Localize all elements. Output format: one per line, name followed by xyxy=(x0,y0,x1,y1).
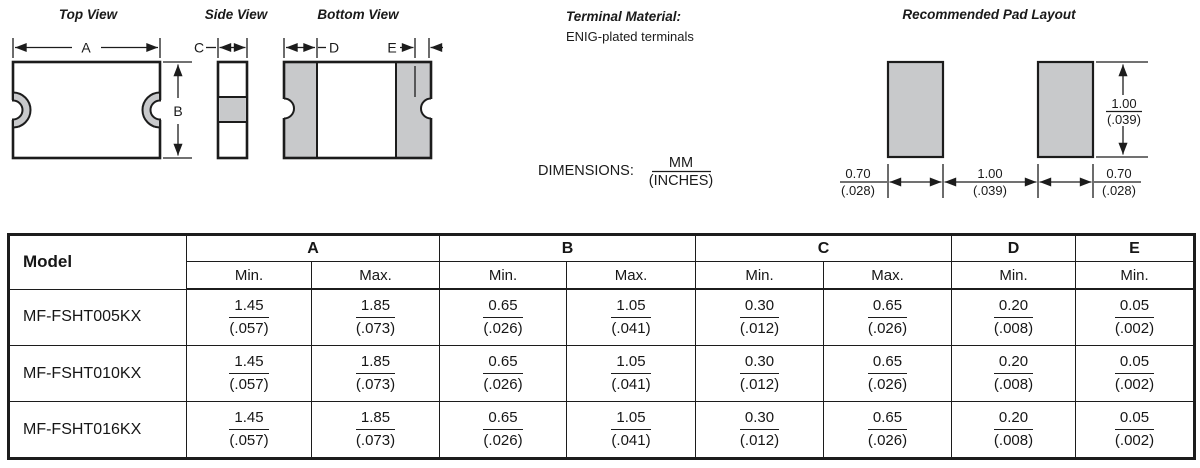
value-inches: (.012) xyxy=(739,319,780,337)
dim-cell xyxy=(567,289,696,346)
value-mm: 1.05 xyxy=(611,353,650,373)
right-pad xyxy=(1038,62,1093,157)
table-header-subrow xyxy=(9,262,1195,290)
value-inches: (.002) xyxy=(1114,375,1155,393)
dim-cell xyxy=(187,346,312,402)
dim-cell xyxy=(312,346,440,402)
dim-cell xyxy=(312,289,440,346)
value-inches: (.026) xyxy=(483,431,523,449)
dim-c-label: C xyxy=(193,39,205,56)
pad-gap-dimension xyxy=(945,166,1037,198)
side-view-drawing xyxy=(194,7,269,158)
dim-cell xyxy=(824,402,952,459)
value-mm: 0.65 xyxy=(868,297,907,317)
value-inches: (.012) xyxy=(739,375,780,393)
value-mm: 0.65 xyxy=(483,353,522,373)
value-inches: (.041) xyxy=(611,375,651,393)
right-notch-gap xyxy=(158,100,163,120)
bottom-view-title: Bottom View xyxy=(317,7,399,22)
side-view-middle-layer xyxy=(218,97,247,122)
dimensions-units-mm: MM xyxy=(668,155,694,171)
pad-gap-inches: (.039) xyxy=(973,183,1007,198)
column-group-c: C xyxy=(696,235,952,262)
dim-a-label: A xyxy=(81,39,91,56)
terminal-material-value: ENIG-plated terminals xyxy=(566,29,694,44)
dimensions-label: DIMENSIONS: xyxy=(538,163,634,179)
dim-cell xyxy=(824,346,952,402)
value-mm: 1.45 xyxy=(229,297,268,317)
value-inches: (.057) xyxy=(229,375,269,393)
right-pad-width-inches: (.028) xyxy=(1102,183,1136,198)
pad-gap-mm: 1.00 xyxy=(977,166,1003,181)
a-max-header: Max. xyxy=(312,262,440,290)
value-inches: (.026) xyxy=(867,375,908,393)
table-row xyxy=(9,289,1195,346)
value-mm: 1.05 xyxy=(611,297,650,317)
value-mm: 0.20 xyxy=(994,297,1033,317)
dim-cell xyxy=(824,289,952,346)
dim-cell xyxy=(440,402,567,459)
value-inches: (.008) xyxy=(993,375,1034,393)
dim-cell xyxy=(1076,402,1195,459)
terminal-material-note xyxy=(566,9,694,44)
right-pad-width-mm: 0.70 xyxy=(1106,166,1132,181)
value-mm: 0.65 xyxy=(868,409,907,429)
dim-e-label: E xyxy=(387,39,397,56)
value-inches: (.073) xyxy=(355,375,396,393)
dimensions-note xyxy=(538,155,713,189)
value-inches: (.057) xyxy=(229,319,269,337)
value-mm: 0.65 xyxy=(483,409,522,429)
left-pad-width-mm: 0.70 xyxy=(845,166,871,181)
dim-cell xyxy=(952,289,1076,346)
dim-b-label: B xyxy=(173,103,183,119)
c-min-header: Min. xyxy=(696,262,824,290)
dim-cell xyxy=(312,402,440,459)
value-mm: 0.30 xyxy=(740,353,779,373)
value-inches: (.026) xyxy=(867,431,908,449)
table-header-letter-row xyxy=(9,235,1195,262)
value-mm: 0.05 xyxy=(1115,297,1154,317)
dim-cell xyxy=(696,289,824,346)
column-group-a: A xyxy=(187,235,440,262)
top-view-title: Top View xyxy=(58,7,118,22)
dim-cell xyxy=(952,402,1076,459)
value-inches: (.041) xyxy=(611,319,651,337)
value-mm: 1.85 xyxy=(356,297,395,317)
value-mm: 0.20 xyxy=(994,353,1033,373)
dim-cell xyxy=(187,402,312,459)
package-drawings xyxy=(0,0,1200,230)
dim-cell xyxy=(696,346,824,402)
value-mm: 0.05 xyxy=(1115,353,1154,373)
value-inches: (.041) xyxy=(611,431,651,449)
dimensions-units-inches: (INCHES) xyxy=(648,173,714,189)
dim-cell xyxy=(1076,289,1195,346)
value-mm: 1.85 xyxy=(356,409,395,429)
value-mm: 1.85 xyxy=(356,353,395,373)
value-mm: 0.20 xyxy=(994,409,1033,429)
b-max-header: Max. xyxy=(567,262,696,290)
dim-cell xyxy=(567,346,696,402)
pad-height-dimension xyxy=(1096,62,1148,157)
dim-d-label: D xyxy=(329,39,340,56)
dim-cell xyxy=(952,346,1076,402)
model-name: MF-FSHT016KX xyxy=(9,402,187,459)
value-inches: (.026) xyxy=(867,319,908,337)
pad-layout-title: Recommended Pad Layout xyxy=(902,7,1076,22)
value-inches: (.073) xyxy=(355,319,396,337)
value-mm: 0.65 xyxy=(868,353,907,373)
dim-cell xyxy=(440,346,567,402)
d-min-header: Min. xyxy=(952,262,1076,290)
dim-cell xyxy=(1076,346,1195,402)
value-mm: 1.45 xyxy=(229,353,268,373)
value-mm: 1.05 xyxy=(611,409,650,429)
model-name: MF-FSHT010KX xyxy=(9,346,187,402)
side-view-title: Side View xyxy=(204,7,268,22)
value-inches: (.008) xyxy=(993,431,1034,449)
value-mm: 0.30 xyxy=(740,297,779,317)
value-inches: (.073) xyxy=(355,431,396,449)
model-name: MF-FSHT005KX xyxy=(9,289,187,346)
column-group-d: D xyxy=(952,235,1076,262)
value-mm: 0.05 xyxy=(1115,409,1154,429)
value-inches: (.002) xyxy=(1114,431,1155,449)
model-column-header: Model xyxy=(9,235,187,290)
terminal-material-heading: Terminal Material: xyxy=(566,9,682,24)
pad-height-mm: 1.00 xyxy=(1111,96,1137,111)
value-mm: 1.45 xyxy=(229,409,268,429)
a-min-header: Min. xyxy=(187,262,312,290)
value-inches: (.026) xyxy=(483,319,523,337)
e-min-header: Min. xyxy=(1076,262,1195,290)
value-inches: (.012) xyxy=(739,431,780,449)
left-pad-width-inches: (.028) xyxy=(841,183,875,198)
table-row xyxy=(9,346,1195,402)
c-max-header: Max. xyxy=(824,262,952,290)
dim-c-lines xyxy=(206,38,247,58)
b-min-header: Min. xyxy=(440,262,567,290)
dim-cell xyxy=(696,402,824,459)
dimensions-table xyxy=(7,233,1196,460)
dim-cell xyxy=(440,289,567,346)
dim-cell xyxy=(567,402,696,459)
column-group-e: E xyxy=(1076,235,1195,262)
pad-layout-drawing xyxy=(840,7,1148,198)
table-row xyxy=(9,402,1195,459)
value-inches: (.008) xyxy=(993,319,1034,337)
right-pad-width-dimension xyxy=(1040,166,1142,198)
dim-d-lines xyxy=(284,38,326,58)
dim-cell xyxy=(187,289,312,346)
bottom-view-drawing xyxy=(282,7,444,158)
top-view-body xyxy=(13,62,160,158)
column-group-b: B xyxy=(440,235,696,262)
value-inches: (.026) xyxy=(483,375,523,393)
left-notch-gap xyxy=(11,100,16,120)
left-pad xyxy=(888,62,943,157)
value-inches: (.002) xyxy=(1114,319,1155,337)
top-view-drawing xyxy=(11,7,193,158)
value-inches: (.057) xyxy=(229,431,269,449)
pad-height-inches: (.039) xyxy=(1107,112,1141,127)
left-pad-width-dimension xyxy=(840,166,942,198)
value-mm: 0.65 xyxy=(483,297,522,317)
value-mm: 0.30 xyxy=(740,409,779,429)
